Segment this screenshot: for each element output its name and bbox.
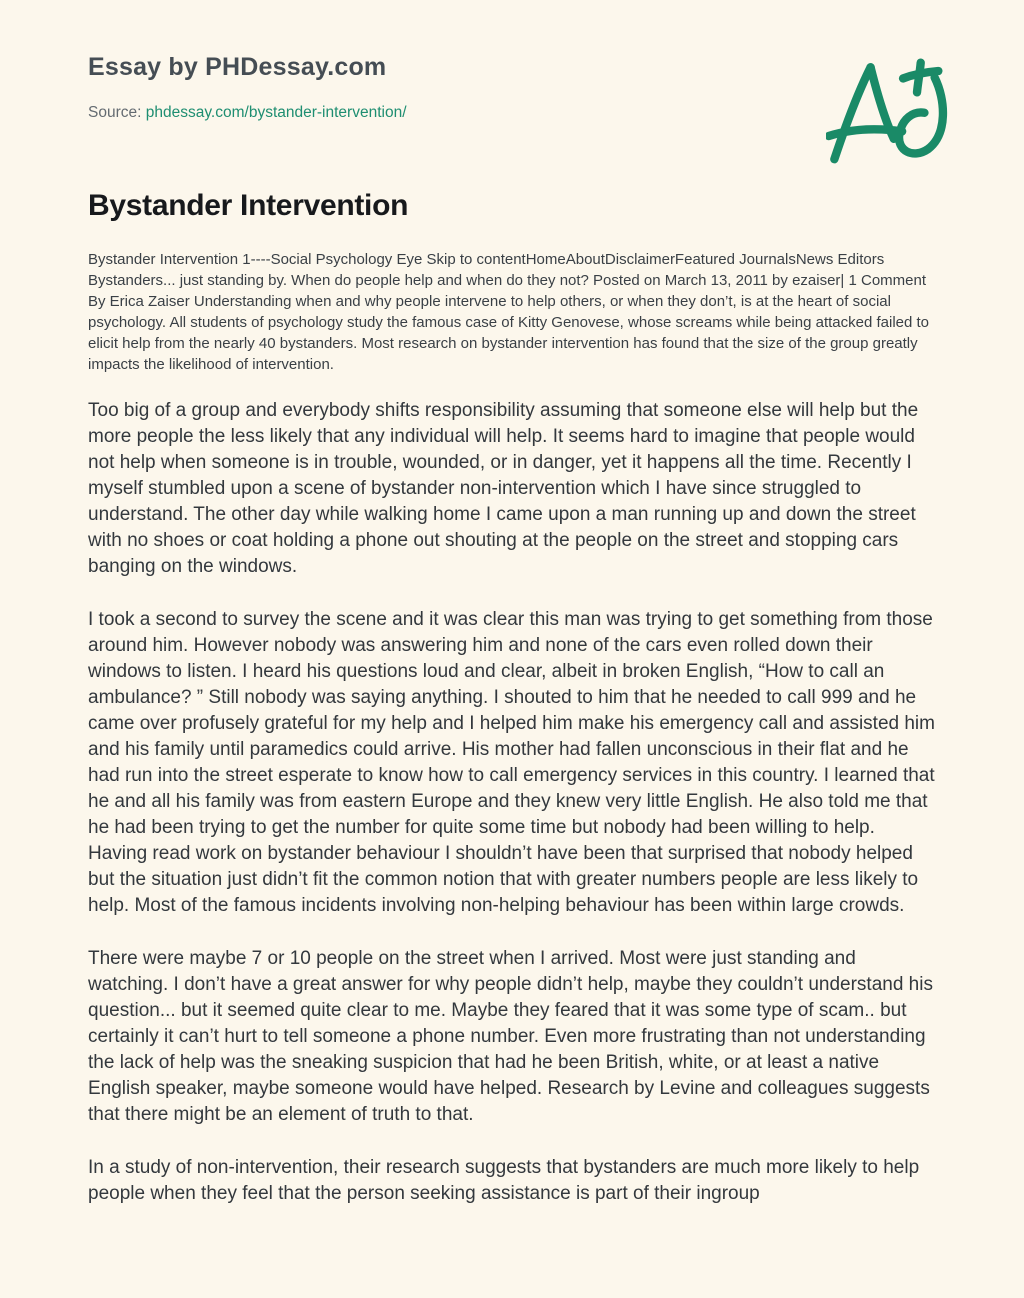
- essay-paragraph: In a study of non-intervention, their research suggests that bystanders are much more likely to help people when they feel that the person seeking assistance is part of their ingroup: [88, 1156, 920, 1204]
- essay-title: Bystander Intervention: [88, 188, 409, 222]
- source-label: Source:: [88, 104, 142, 121]
- essay-paragraph: I took a second to survey the scene and it was clear this man was trying to get something from those around him. However nobody was answering him and none of the cars even rolled down their windows to listen. I heard his questions loud and clear, albeit in broken English, “How to call an ambulance? ” Still nobody was saying anything. I shouted to him that he needed to call 999 and he came over profusely grateful for my help and I helped him make his emergency call and assisted him and his family until paramedics could arrive. His mother had fallen unconscious in their flat and he had run into the street esperate to know how to call emergency services in this country. I learned that he and all his family was from eastern Europe and they knew very little English. He also told me that he had been trying to get the number for quite some time but nobody had been willing to help. Having read work on bystander behaviour I shouldn’t have been that surprised that nobody helped but the situation just didn’t fit the common notion that with greater numbers people are less likely to help. Most of the famous incidents involving non-helping behaviour has been within large crowds.: [88, 608, 935, 916]
- page-header: [88, 52, 936, 123]
- source-line: [88, 104, 936, 123]
- brand-title: Essay by PHDessay.com: [88, 53, 387, 81]
- essay-paragraph: Too big of a group and everybody shifts responsibility assuming that someone else will help but the more people the less likely that any individual will help. It seems hard to imagine that people would not help when someone is in trouble, wounded, or in danger, yet it happens all the time. Recently I myself stumbled upon a scene of bystander non-intervention which I have since struggled to understand. The other day while walking home I came upon a man running up and down the street with no shoes or coat holding a phone out shouting at the people on the street and stopping cars banging on the windows.: [88, 399, 919, 577]
- essay-intro-paragraph: Bystander Intervention 1----Social Psychology Eye Skip to contentHomeAboutDisclaimerFeatured JournalsNews Editors Bystanders... just standing by. When do people help and when do they not? Posted on March 13, 2011 by ezaiser| 1 Comment By Erica Zaiser Understanding when and why people intervene to help others, or when they don’t, is at the heart of social psychology. All students of psychology study the famous case of Kitty Genovese, whose screams while being attacked failed to elicit help from the nearly 40 bystanders. Most research on bystander intervention has found that the size of the group greatly impacts the likelihood of intervention.: [88, 250, 930, 373]
- source-link[interactable]: phdessay.com/bystander-intervention/: [145, 104, 407, 121]
- a-plus-logo-icon: [826, 54, 956, 166]
- essay-paragraph: There were maybe 7 or 10 people on the street when I arrived. Most were just standing and watching. I don’t have a great answer for why people didn’t help, maybe they couldn’t understand his question... but it seemed quite clear to me. Maybe they feared that it was some type of scam.. but certainly it can’t hurt to tell someone a phone number. Even more frustrating than not understanding the lack of help was the sneaking suspicion that had he been British, white, or at least a native English speaker, maybe someone would have helped. Research by Levine and colleagues suggests that there might be an element of truth to that.: [88, 947, 933, 1125]
